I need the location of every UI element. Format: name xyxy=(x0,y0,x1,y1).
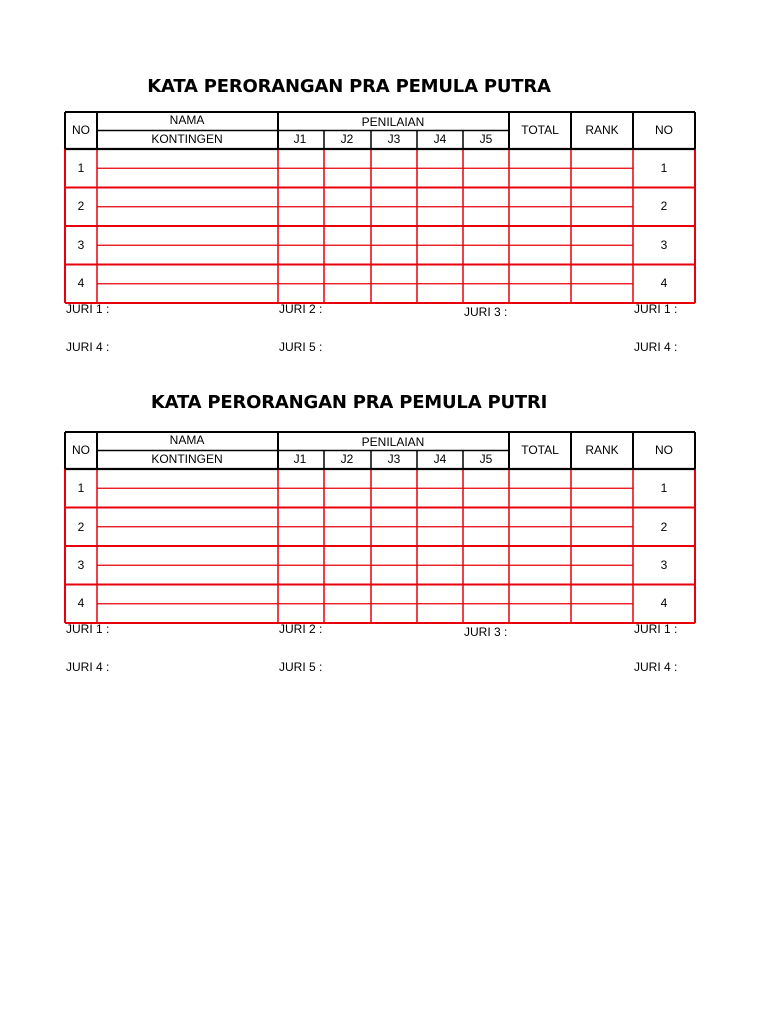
header-kontingen: KONTINGEN xyxy=(151,452,223,466)
signature-juri-4-right: JURI 4 : xyxy=(634,660,678,674)
row-number-right: 4 xyxy=(660,596,668,610)
signature-juri-2: JURI 2 : xyxy=(279,622,323,636)
signature-juri-2: JURI 2 : xyxy=(279,302,323,316)
header-no: NO xyxy=(72,443,90,457)
signature-juri-1: JURI 1 : xyxy=(66,622,110,636)
row-number-right: 1 xyxy=(660,161,668,175)
row-number: 4 xyxy=(77,596,85,610)
row-number: 2 xyxy=(77,199,85,213)
header-no: NO xyxy=(72,123,90,137)
row-number: 2 xyxy=(77,520,85,534)
row-number: 4 xyxy=(77,276,85,290)
row-number-right: 4 xyxy=(660,276,668,290)
header-rank: RANK xyxy=(585,123,619,137)
row-number-right: 3 xyxy=(660,558,668,572)
header-j4: J4 xyxy=(433,452,447,466)
header-j4: J4 xyxy=(433,132,447,146)
row-number-right: 2 xyxy=(660,520,668,534)
header-j5: J5 xyxy=(479,452,493,466)
signature-juri-5: JURI 5 : xyxy=(279,340,323,354)
header-no-right: NO xyxy=(655,443,673,457)
header-j1: J1 xyxy=(293,452,307,466)
signature-juri-1-right: JURI 1 : xyxy=(634,302,678,316)
header-j3: J3 xyxy=(387,132,401,146)
header-j1: J1 xyxy=(293,132,307,146)
header-j5: J5 xyxy=(479,132,493,146)
signature-juri-3: JURI 3 : xyxy=(464,305,508,319)
entry-grid xyxy=(65,149,695,303)
entry-grid xyxy=(65,469,695,623)
header-nama: NAMA xyxy=(169,433,205,447)
header-penilaian: PENILAIAN xyxy=(361,115,425,129)
row-number: 1 xyxy=(77,481,85,495)
row-number-right: 3 xyxy=(660,238,668,252)
signature-juri-5: JURI 5 : xyxy=(279,660,323,674)
signature-juri-4: JURI 4 : xyxy=(66,660,110,674)
header-kontingen: KONTINGEN xyxy=(151,132,223,146)
signature-juri-4: JURI 4 : xyxy=(66,340,110,354)
header-nama: NAMA xyxy=(169,113,205,127)
score-table xyxy=(0,110,768,310)
row-number-right: 2 xyxy=(660,199,668,213)
row-number: 3 xyxy=(77,558,85,572)
sheet-title: KATA PERORANGAN PRA PEMULA PUTRA xyxy=(147,76,551,97)
header-rank: RANK xyxy=(585,443,619,457)
header-penilaian: PENILAIAN xyxy=(361,435,425,449)
sheet-title: KATA PERORANGAN PRA PEMULA PUTRI xyxy=(150,392,548,413)
score-table xyxy=(0,430,768,630)
header-j3: J3 xyxy=(387,452,401,466)
signature-juri-4-right: JURI 4 : xyxy=(634,340,678,354)
header-total: TOTAL xyxy=(521,123,559,137)
signature-juri-1-right: JURI 1 : xyxy=(634,622,678,636)
header-j2: J2 xyxy=(340,132,354,146)
header-total: TOTAL xyxy=(521,443,559,457)
row-number: 1 xyxy=(77,161,85,175)
header-no-right: NO xyxy=(655,123,673,137)
header-j2: J2 xyxy=(340,452,354,466)
row-number-right: 1 xyxy=(660,481,668,495)
signature-juri-1: JURI 1 : xyxy=(66,302,110,316)
row-number: 3 xyxy=(77,238,85,252)
signature-juri-3: JURI 3 : xyxy=(464,625,508,639)
